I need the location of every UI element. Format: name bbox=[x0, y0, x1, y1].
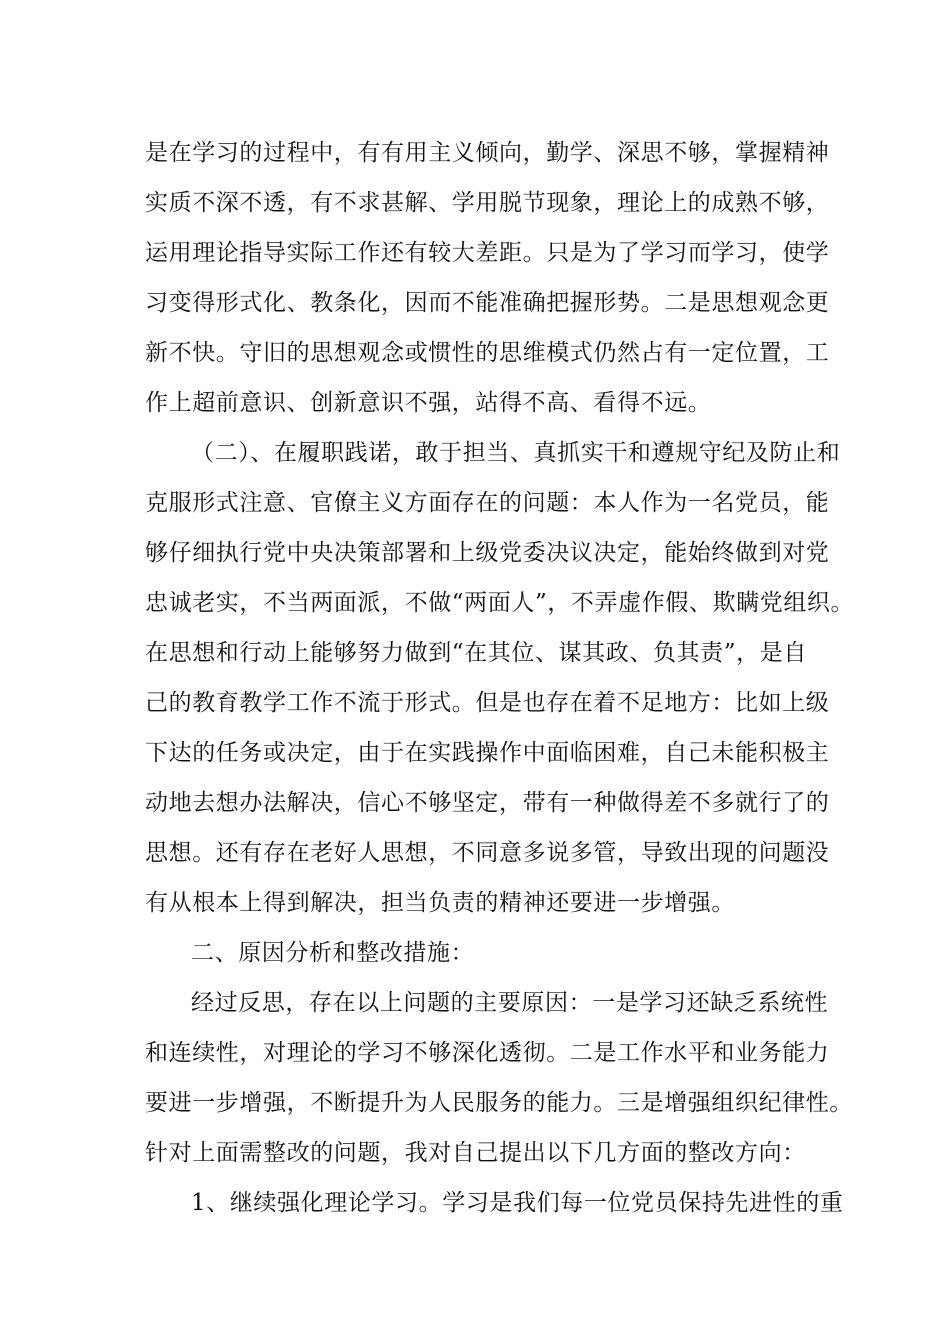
paragraph-start-line: 经过反思，存在以上问题的主要原因：一是学习还缺乏系统性 bbox=[191, 990, 829, 1016]
text-line: 己的教育教学工作不流于形式。但是也存在着不足地方：比如上级 bbox=[145, 690, 830, 716]
paragraph-start-line: （二）、在履职践诺，敢于担当、真抓实干和遵规守纪及防止和 bbox=[191, 440, 841, 466]
text-line: 针对上面需整改的问题，我对自己提出以下几方面的整改方向： bbox=[145, 1140, 806, 1166]
text-line: 运用理论指导实际工作还有较大差距。只是为了学习而学习，使学 bbox=[145, 240, 830, 266]
document-body bbox=[145, 128, 855, 1228]
text-line: 有从根本上得到解决，担当负责的精神还要进一步增强。 bbox=[145, 890, 735, 916]
text-line: 够仔细执行党中央决策部署和上级党委决议决定，能始终做到对党 bbox=[145, 540, 830, 566]
text-line: 在思想和行动上能够努力做到“在其位、谋其政、负其责”，是自 bbox=[145, 640, 807, 666]
text-line: 习变得形式化、教条化，因而不能准确把握形势。二是思想观念更 bbox=[145, 290, 830, 316]
section-heading: 二、原因分析和整改措施： bbox=[191, 940, 475, 966]
text-line: 作上超前意识、创新意识不强，站得不高、看得不远。 bbox=[145, 390, 712, 416]
text-line: 下达的任务或决定，由于在实践操作中面临困难，自己未能积极主 bbox=[145, 740, 830, 766]
text-line: 和连续性，对理论的学习不够深化透彻。二是工作水平和业务能力 bbox=[145, 1040, 830, 1066]
text-line: 忠诚老实，不当两面派，不做“两面人”，不弄虚作假、欺瞒党组织。 bbox=[145, 590, 855, 616]
text-line: 实质不深不透，有不求甚解、学用脱节现象，理论上的成熟不够， bbox=[145, 190, 830, 216]
text-line: 克服形式注意、官僚主义方面存在的问题：本人作为一名党员，能 bbox=[145, 490, 830, 516]
paragraph-start-line: 1、继续强化理论学习。学习是我们每一位党员保持先进性的重 bbox=[191, 1190, 844, 1216]
text-line: 新不快。守旧的思想观念或惯性的思维模式仍然占有一定位置，工 bbox=[145, 340, 830, 366]
text-line: 动地去想办法解决，信心不够坚定，带有一种做得差不多就行了的 bbox=[145, 790, 830, 816]
text-line: 要进一步增强，不断提升为人民服务的能力。三是增强组织纪律性。 bbox=[145, 1090, 853, 1116]
text-line: 是在学习的过程中，有有用主义倾向，勤学、深思不够，掌握精神 bbox=[145, 140, 830, 166]
text-line: 思想。还有存在老好人思想，不同意多说多管，导致出现的问题没 bbox=[145, 840, 830, 866]
